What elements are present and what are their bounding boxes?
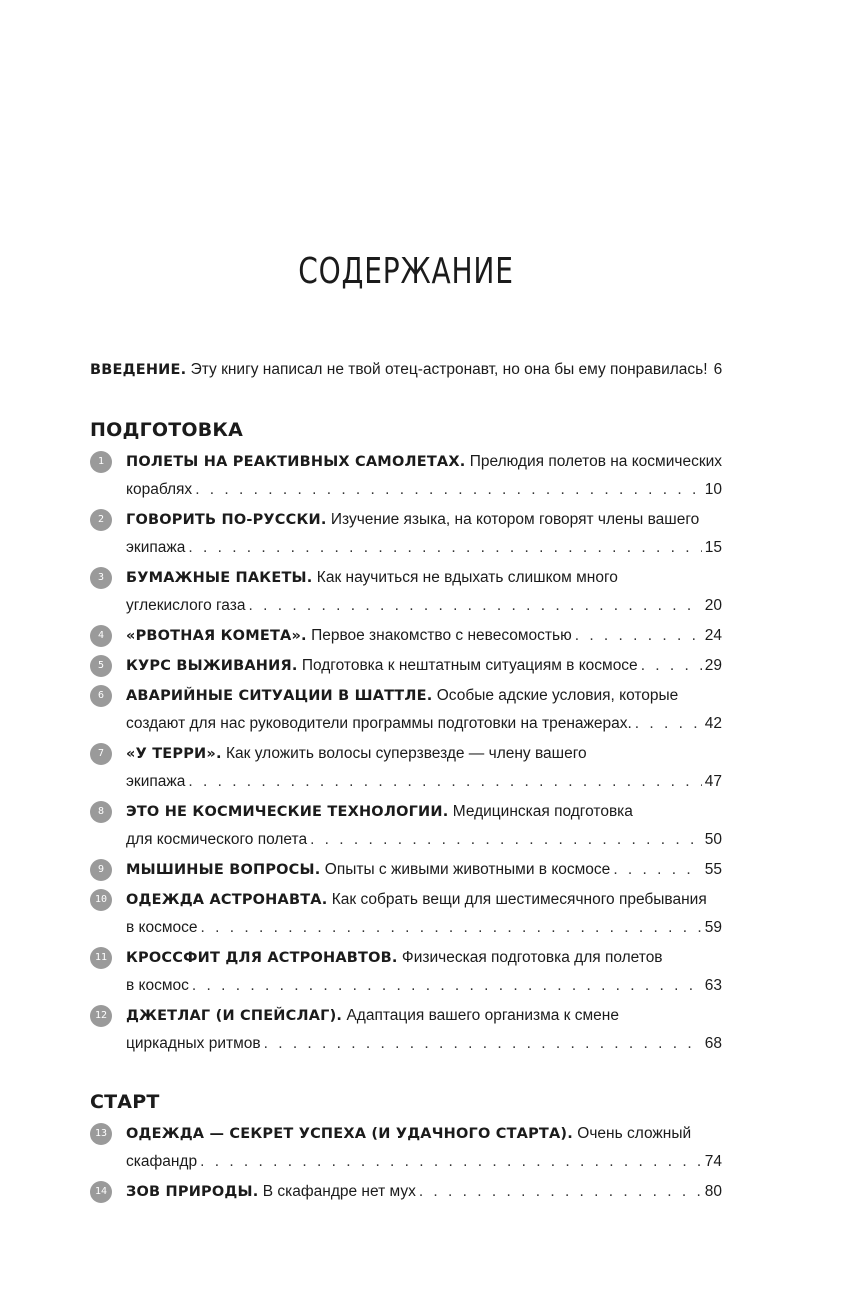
entry-first-line xyxy=(126,652,638,680)
intro-page-number: 6 xyxy=(713,361,723,378)
entry-line xyxy=(126,476,722,504)
page-number: 47 xyxy=(704,773,722,790)
entry-line xyxy=(126,448,722,476)
entry-line xyxy=(126,914,722,942)
page-number: 59 xyxy=(704,919,722,936)
page-number: 15 xyxy=(704,539,722,556)
chapter-title: ОДЕЖДА — СЕКРЕТ УСПЕХА (И УДАЧНОГО СТАРТА). xyxy=(126,1126,573,1142)
page-number: 80 xyxy=(704,1183,722,1200)
chapter-number-badge: 3 xyxy=(90,567,112,589)
chapter-number-badge: 11 xyxy=(90,947,112,969)
section-title: СТАРТ xyxy=(90,1091,160,1113)
entry-first-line xyxy=(126,745,587,762)
toc-section xyxy=(90,1088,722,1206)
page-number: 24 xyxy=(704,627,722,644)
page-number: 55 xyxy=(704,861,722,878)
dot-leader xyxy=(248,592,701,620)
entry-line xyxy=(126,944,722,972)
page-number: 29 xyxy=(704,657,722,674)
entry-continuation: экипажа xyxy=(126,539,186,556)
chapter-description: Прелюдия полетов на космических xyxy=(469,453,723,470)
intro-text xyxy=(90,359,708,381)
chapter-title: БУМАЖНЫЕ ПАКЕТЫ. xyxy=(126,570,313,586)
entry-line xyxy=(126,1148,722,1176)
entry-line xyxy=(126,710,722,738)
chapter-description: Подготовка к нештатным ситуациям в космосе xyxy=(301,657,638,674)
chapter-description: Изучение языка, на котором говорят члены вашего xyxy=(330,511,700,528)
entry-first-line xyxy=(126,511,699,528)
chapter-description: В скафандре нет мух xyxy=(262,1183,416,1200)
entry-line xyxy=(126,534,722,562)
toc-entry xyxy=(90,740,722,796)
chapter-title: КУРС ВЫЖИВАНИЯ. xyxy=(126,658,298,674)
chapter-number-badge: 10 xyxy=(90,889,112,911)
entry-first-line xyxy=(126,856,610,884)
toc-entry xyxy=(90,506,722,562)
toc-entry xyxy=(90,652,722,680)
entry-continuation: экипажа xyxy=(126,773,186,790)
intro-label: ВВЕДЕНИЕ. xyxy=(90,362,187,378)
entry-line xyxy=(126,592,722,620)
page-number: 10 xyxy=(704,481,722,498)
chapter-number-badge: 5 xyxy=(90,655,112,677)
chapter-title: ДЖЕТЛАГ (И СПЕЙСЛАГ). xyxy=(126,1008,343,1024)
entry-continuation: для космического полета xyxy=(126,831,308,848)
chapter-description: Первое знакомство с невесомостью xyxy=(311,627,572,644)
page-number: 50 xyxy=(704,831,722,848)
toc-entry xyxy=(90,448,722,504)
page-number: 20 xyxy=(704,597,722,614)
dot-leader xyxy=(613,856,701,884)
dot-leader xyxy=(641,652,702,680)
entry-continuation: скафандр xyxy=(126,1153,198,1170)
chapter-description: Как собрать вещи для шестимесячного пребывания xyxy=(331,891,707,908)
chapter-description: Как научиться не вдыхать слишком много xyxy=(316,569,618,586)
chapter-title: ЭТО НЕ КОСМИЧЕСКИЕ ТЕХНОЛОГИИ. xyxy=(126,804,449,820)
chapter-description: Очень сложный xyxy=(577,1125,692,1142)
chapter-title: «У ТЕРРИ». xyxy=(126,746,222,762)
entry-line xyxy=(126,768,722,796)
entry-first-line xyxy=(126,569,618,586)
chapter-description: Опыты с живыми животными в космосе xyxy=(324,861,611,878)
toc-entry xyxy=(90,682,722,738)
entry-line xyxy=(126,652,722,680)
entry-continuation: создают для нас руководители программы подготовки на тренажерах. xyxy=(126,715,632,732)
entry-line xyxy=(126,564,722,592)
entry-continuation: в космос xyxy=(126,977,189,994)
entry-first-line xyxy=(126,949,663,966)
chapter-number-badge: 2 xyxy=(90,509,112,531)
chapter-number-badge: 1 xyxy=(90,451,112,473)
entry-line xyxy=(126,1002,722,1030)
entry-first-line xyxy=(126,891,707,908)
entry-line xyxy=(126,972,722,1000)
chapter-description: Адаптация вашего организма к смене xyxy=(346,1007,619,1024)
entry-continuation: циркадных ритмов xyxy=(126,1035,261,1052)
dot-leader xyxy=(200,1148,702,1176)
chapter-number-badge: 4 xyxy=(90,625,112,647)
intro-description: Эту книгу написал не твой отец-астронавт, но она бы ему понравилась! xyxy=(190,361,708,378)
entry-first-line xyxy=(126,453,722,470)
dot-leader xyxy=(575,622,702,650)
entry-first-line xyxy=(126,1178,416,1206)
dot-leader xyxy=(635,710,702,738)
page-number: 42 xyxy=(704,715,722,732)
entry-first-line xyxy=(126,687,678,704)
dot-leader xyxy=(188,534,701,562)
toc-entry xyxy=(90,944,722,1000)
chapter-description: Как уложить волосы суперзвезде — члену вашего xyxy=(225,745,587,762)
entry-line xyxy=(126,856,722,884)
chapter-title: «РВОТНАЯ КОМЕТА». xyxy=(126,628,307,644)
entry-line xyxy=(126,886,722,914)
chapter-number-badge: 7 xyxy=(90,743,112,765)
chapter-number-badge: 13 xyxy=(90,1123,112,1145)
chapter-number-badge: 6 xyxy=(90,685,112,707)
entry-line xyxy=(126,1120,722,1148)
entry-first-line xyxy=(126,1007,619,1024)
toc-entry xyxy=(90,886,722,942)
chapter-title: ЗОВ ПРИРОДЫ. xyxy=(126,1184,259,1200)
toc-section xyxy=(90,416,722,1058)
chapter-number-badge: 9 xyxy=(90,859,112,881)
dot-leader xyxy=(201,914,702,942)
entry-line xyxy=(126,1030,722,1058)
page-number: 68 xyxy=(704,1035,722,1052)
chapter-number-badge: 12 xyxy=(90,1005,112,1027)
entry-line xyxy=(126,740,722,768)
entry-line xyxy=(126,798,722,826)
toc-entry xyxy=(90,1178,722,1206)
entry-line xyxy=(126,622,722,650)
entry-continuation: в космосе xyxy=(126,919,198,936)
entry-line xyxy=(126,826,722,854)
toc-entry xyxy=(90,856,722,884)
chapter-description: Физическая подготовка для полетов xyxy=(401,949,663,966)
sections-container xyxy=(90,416,722,1206)
dot-leader xyxy=(192,972,702,1000)
intro-entry xyxy=(90,359,722,381)
dot-leader xyxy=(188,768,701,796)
toc-entry xyxy=(90,798,722,854)
chapter-title: КРОССФИТ ДЛЯ АСТРОНАВТОВ. xyxy=(126,950,398,966)
entry-first-line xyxy=(126,1125,691,1142)
chapter-number-badge: 14 xyxy=(90,1181,112,1203)
entry-line xyxy=(126,1178,722,1206)
dot-leader xyxy=(310,826,702,854)
page-number: 74 xyxy=(704,1153,722,1170)
page-title: СОДЕРЖАНИЕ xyxy=(298,251,514,292)
chapter-description: Медицинская подготовка xyxy=(452,803,633,820)
chapter-title: МЫШИНЫЕ ВОПРОСЫ. xyxy=(126,862,321,878)
entry-line xyxy=(126,506,722,534)
chapter-title: ГОВОРИТЬ ПО-РУССКИ. xyxy=(126,512,327,528)
chapter-number-badge: 8 xyxy=(90,801,112,823)
dot-leader xyxy=(419,1178,702,1206)
section-title: ПОДГОТОВКА xyxy=(90,419,244,441)
entry-continuation: углекислого газа xyxy=(126,597,246,614)
chapter-title: АВАРИЙНЫЕ СИТУАЦИИ В ШАТТЛЕ. xyxy=(126,688,433,704)
entry-first-line xyxy=(126,803,633,820)
entry-continuation: кораблях xyxy=(126,481,193,498)
toc-entry xyxy=(90,1120,722,1176)
entry-line xyxy=(126,682,722,710)
dot-leader xyxy=(264,1030,702,1058)
table-of-contents xyxy=(90,244,722,1208)
chapter-description: Особые адские условия, которые xyxy=(436,687,679,704)
dot-leader xyxy=(195,476,702,504)
toc-entry xyxy=(90,622,722,650)
entry-first-line xyxy=(126,622,572,650)
chapter-title: ОДЕЖДА АСТРОНАВТА. xyxy=(126,892,328,908)
toc-entry xyxy=(90,564,722,620)
page-number: 63 xyxy=(704,977,722,994)
chapter-title: ПОЛЕТЫ НА РЕАКТИВНЫХ САМОЛЕТАХ. xyxy=(126,454,466,470)
toc-entry xyxy=(90,1002,722,1058)
